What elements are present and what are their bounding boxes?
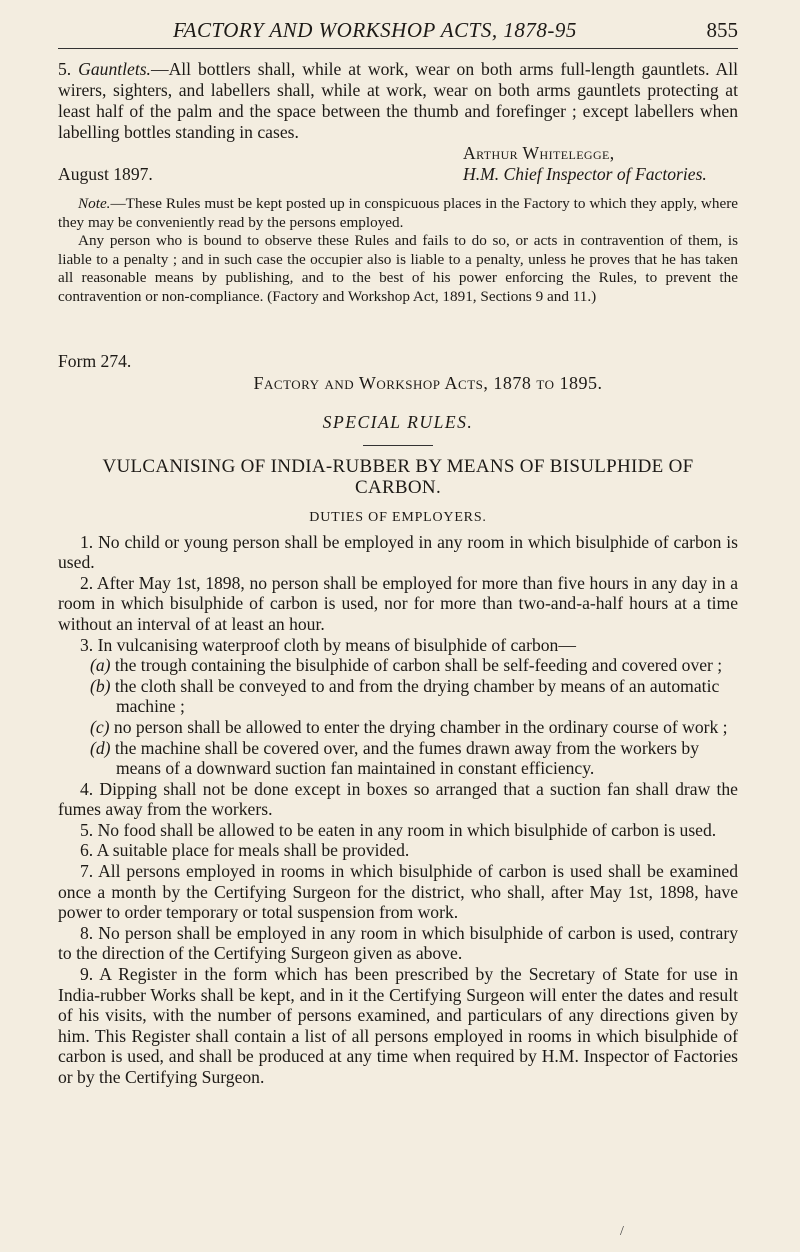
rule-9: 9. A Register in the form which has been prescribed by the Secretary of State for use in India-rubber Works shall be kept, and in it the Certifying Surgeon will enter the dates and result of his visits, with the number of persons examined, and particulars of any directions given by him. This Register shall contain a list of all persons employed in rooms in which bisulphide of carbon is used, and shall be produced at any time when required by H.M. Inspector of Factories or by the Certifying Surgeon. <box>58 964 738 1087</box>
short-rule <box>363 445 433 446</box>
rule-3a-label: (a) <box>90 655 111 676</box>
signature-date: August 1897. <box>58 164 153 184</box>
rule-4: 4. Dipping shall not be done except in boxes so arranged that a suction fan shall draw the fumes away from the workers. <box>58 778 738 820</box>
signature-name: Arthur Whitelegge, <box>463 143 615 163</box>
acts-title: Factory and Workshop Acts, 1878 to 1895. <box>253 372 603 393</box>
rule-3d <box>58 738 738 779</box>
rule-5: 5. No food shall be allowed to be eaten in any room in which bisulphide of carbon is used. <box>80 819 717 840</box>
rule-3b-label: (b) <box>90 675 111 696</box>
gauntlets-rule <box>58 59 738 143</box>
running-head <box>58 14 738 46</box>
page-number: 855 <box>706 18 738 42</box>
rule-3c <box>58 717 738 738</box>
rule-6: 6. A suitable place for meals shall be provided. <box>80 840 410 861</box>
rule-7: 7. All persons employed in rooms in which bisulphide of carbon is used shall be examined once a month by the Certifying Surgeon for the district, who shall, after May 1st, 1898, have power to order temporary or total suspension from work. <box>58 861 738 923</box>
rule-1: 1. No child or young person shall be employed in any room in which bisulphide of carbon is used. <box>58 531 738 573</box>
special-rules-heading: SPECIAL RULES. <box>322 411 474 432</box>
gauntlets-number: 5. <box>58 59 72 79</box>
note-paragraph-2: Any person who is bound to observe these Rules and fails to do so, or acts in contravention of them, is liable to a penalty ; and in such case the occupier also is liable to a penalty, unless he proves that he has taken all reasonable means by publishing, and to the best of his power enforcing the Rules, to prevent the contravention or non-compliance. (Factory and Workshop Act, 1891, Sections 9 and 11.) <box>58 232 738 305</box>
rule-3b <box>58 676 738 717</box>
rule-8: 8. No person shall be employed in any room in which bisulphide of carbon is used, contrary to the direction of the Certifying Surgeon given as above. <box>58 922 738 964</box>
duties-subheading: DUTIES OF EMPLOYERS. <box>309 509 487 525</box>
signature-title: H.M. Chief Inspector of Factories. <box>463 164 707 184</box>
rule-3d-text: the machine shall be covered over, and the fumes drawn away from the workers by means of a downward suction fan maintained in constant efficiency. <box>110 737 699 779</box>
gauntlets-text: —All bottlers shall, while at work, wear on both arms full-length gauntlets. All wirers, sighters, and labellers shall, while at work, wear on both arms gauntlets protecting at least half of the palm and the space between the thumb and forefinger ; except labellers when labelling bottles standing in cases. <box>58 59 738 142</box>
rule-3c-text: no person shall be allowed to enter the drying chamber in the ordinary course of work ; <box>109 716 728 737</box>
note-text-1: —These Rules must be kept posted up in conspicuous places in the Factory to which they apply, where they may be conveniently read by the persons employed. <box>58 195 738 231</box>
rule-3d-label: (d) <box>90 737 111 758</box>
rule-3a-text: the trough containing the bisulphide of carbon shall be self-feeding and covered over ; <box>110 655 723 676</box>
form-number: Form 274. <box>58 350 132 371</box>
rule-3a <box>58 655 738 676</box>
note-label: Note. <box>78 195 111 212</box>
header-rule <box>58 48 738 49</box>
note-paragraph-1 <box>58 195 738 232</box>
rule-3: 3. In vulcanising waterproof cloth by means of bisulphide of carbon— <box>80 634 576 655</box>
main-heading: VULCANISING OF INDIA-RUBBER BY MEANS OF BISULPHIDE OF CARBON. <box>102 455 694 498</box>
rule-2: 2. After May 1st, 1898, no person shall be employed for more than five hours in any day in a room in which bisulphide of carbon is used, nor for more than two-and-a-half hours at a time without an interval of at least an hour. <box>58 572 738 634</box>
rule-3c-label: (c) <box>90 716 110 737</box>
signature-block <box>58 143 738 185</box>
running-title: FACTORY AND WORKSHOP ACTS, 1878-95 <box>173 18 577 42</box>
gauntlets-heading: Gauntlets. <box>78 59 151 79</box>
rule-3b-text: the cloth shall be conveyed to and from the drying chamber by means of an automatic machine ; <box>110 675 720 717</box>
footer-mark: / <box>620 1224 624 1239</box>
